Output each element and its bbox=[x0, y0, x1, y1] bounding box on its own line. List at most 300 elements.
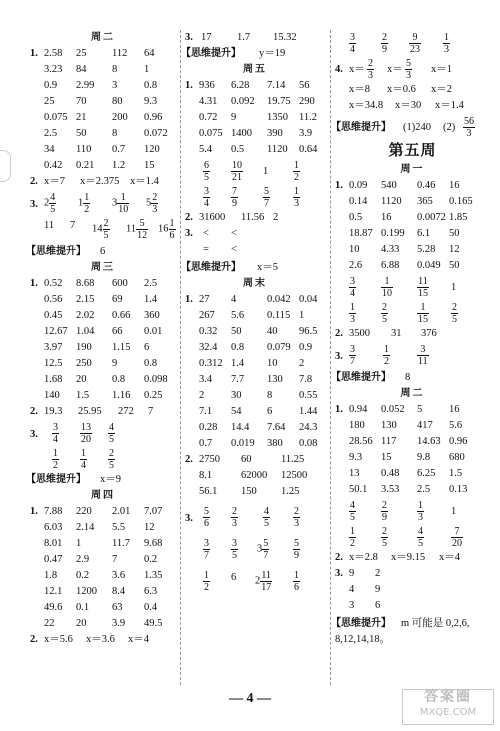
table-cell: 0.4 bbox=[144, 602, 158, 613]
table-cell: 0.72 bbox=[199, 112, 218, 123]
table-cell: 12.67 bbox=[44, 326, 68, 337]
table-cell: 2.01 bbox=[112, 506, 131, 517]
table-cell: 110 bbox=[76, 144, 92, 155]
table-cell: 80 bbox=[112, 96, 123, 107]
table-cell: 0.64 bbox=[299, 144, 318, 155]
table-cell: 0.098 bbox=[144, 374, 168, 385]
fraction: $\frac{7}{20}$ bbox=[452, 526, 462, 549]
table-cell: 9 bbox=[112, 358, 118, 369]
table-row bbox=[30, 552, 176, 568]
table-cell: 0.2 bbox=[76, 570, 90, 581]
question-number: 1. bbox=[30, 48, 38, 59]
table-cell: 0.1 bbox=[76, 602, 90, 613]
fraction: $\frac{5}{6}$ bbox=[204, 506, 209, 529]
zhou4-q1-table bbox=[30, 504, 176, 632]
fraction: 3 $\frac{1}{10}$ bbox=[112, 192, 129, 215]
table-cell: 2.02 bbox=[76, 310, 95, 321]
table-cell: 9.3 bbox=[349, 452, 363, 463]
table-cell: 130 bbox=[381, 420, 397, 431]
table-row bbox=[335, 210, 490, 226]
table-cell: 2.99 bbox=[76, 80, 95, 91]
table-cell: 50 bbox=[231, 326, 242, 337]
zhou2b-q2: 2. x＝2.8 x＝9.15 x＝4 bbox=[335, 552, 460, 563]
fraction: 14 $\frac{2}{5}$ bbox=[92, 218, 109, 241]
table-cell: 12 bbox=[144, 522, 155, 533]
table-cell: 14.63 bbox=[417, 436, 441, 447]
zhou2b-frac-row2 bbox=[335, 524, 490, 550]
fraction: $\frac{1}{2}$ bbox=[294, 160, 299, 183]
fraction: $\frac{1}{3}$ bbox=[418, 500, 423, 523]
zhou2b-q3-row3: 3 6 bbox=[349, 600, 381, 611]
table-cell: 70 bbox=[76, 96, 87, 107]
table-cell: 0.8 bbox=[231, 342, 245, 353]
table-row bbox=[185, 388, 325, 404]
table-row bbox=[185, 126, 325, 142]
table-cell: 0.8 bbox=[144, 80, 158, 91]
table-row bbox=[335, 466, 490, 482]
zhou1-q3 bbox=[335, 342, 490, 368]
fraction: $\frac{3}{5}$ bbox=[232, 538, 237, 561]
table-cell: 112 bbox=[112, 48, 128, 59]
section-title-zhou2: 周二 bbox=[91, 32, 115, 43]
table-cell: 120 bbox=[144, 144, 160, 155]
table-cell: 1.68 bbox=[44, 374, 63, 385]
table-cell: 1400 bbox=[231, 128, 252, 139]
zhou1-frac-row2 bbox=[335, 300, 490, 326]
table-row bbox=[30, 308, 176, 324]
table-row bbox=[30, 372, 176, 388]
fraction: $\frac{1}{2}$ bbox=[53, 448, 58, 471]
table-cell: 0.45 bbox=[44, 310, 63, 321]
zhou3-q3-row2 bbox=[30, 446, 176, 472]
table-cell: 14.4 bbox=[231, 422, 250, 433]
fraction: $\frac{10}{21}$ bbox=[232, 160, 242, 183]
table-cell: 1120 bbox=[381, 196, 402, 207]
table-cell: 34 bbox=[44, 144, 55, 155]
answer-value: 25.95 bbox=[78, 406, 102, 417]
table-row bbox=[185, 420, 325, 436]
table-cell: 0.14 bbox=[349, 196, 368, 207]
table-cell: 16 bbox=[449, 180, 460, 191]
fraction: $\frac{1}{3}$ bbox=[444, 32, 449, 55]
table-cell: 0.25 bbox=[144, 390, 163, 401]
table-cell: 19.75 bbox=[267, 96, 291, 107]
table-row bbox=[30, 600, 176, 616]
table-cell: 8.68 bbox=[76, 278, 95, 289]
fraction: $\frac{4}{5}$ bbox=[264, 506, 269, 529]
table-cell: 190 bbox=[76, 342, 92, 353]
table-cell: 15 bbox=[381, 452, 392, 463]
table-cell: 0.96 bbox=[144, 112, 163, 123]
table-cell: 0.01 bbox=[144, 326, 163, 337]
table-cell: 0.94 bbox=[349, 404, 368, 415]
fraction: $\frac{5}{7}$ bbox=[264, 186, 269, 209]
table-cell: 25 bbox=[44, 96, 55, 107]
col3-q4-row2: x＝8 x＝0.6 x＝2 bbox=[349, 84, 452, 95]
table-row bbox=[185, 78, 325, 94]
fraction: $\frac{13}{20}$ bbox=[81, 422, 91, 445]
fraction: $\frac{3}{11}$ bbox=[418, 344, 428, 367]
table-cell: 9 bbox=[231, 112, 237, 123]
zhou5-q3-row2: = < bbox=[203, 244, 237, 255]
table-cell: 0.042 bbox=[267, 294, 291, 305]
table-row bbox=[335, 226, 490, 242]
fraction: $\frac{3}{4}$ bbox=[350, 276, 355, 299]
table-cell: 32.4 bbox=[199, 342, 218, 353]
table-row bbox=[30, 158, 176, 174]
table-row bbox=[30, 78, 176, 94]
table-cell: 1 bbox=[144, 64, 150, 75]
think-box-7-cont: 8,12,14,18。 bbox=[335, 634, 391, 645]
table-cell: 1.4 bbox=[144, 294, 158, 305]
table-cell: 1200 bbox=[76, 586, 97, 597]
table-cell: 18.87 bbox=[349, 228, 373, 239]
table-cell: 3.53 bbox=[381, 484, 400, 495]
table-cell: 50 bbox=[449, 260, 460, 271]
table-row bbox=[185, 324, 325, 340]
table-cell: 50 bbox=[449, 228, 460, 239]
table-row bbox=[30, 568, 176, 584]
table-cell: 0.46 bbox=[417, 180, 436, 191]
table-cell: 0.312 bbox=[199, 358, 223, 369]
table-cell: 54 bbox=[231, 406, 242, 417]
fraction: 6 bbox=[231, 572, 237, 583]
table-row bbox=[30, 62, 176, 78]
table-row bbox=[185, 356, 325, 372]
fraction: 11 bbox=[44, 220, 55, 231]
table-row bbox=[30, 324, 176, 340]
section-title-zhoumo: 周末 bbox=[243, 278, 267, 289]
table-cell: 0.092 bbox=[231, 96, 255, 107]
table-cell: 0.13 bbox=[449, 484, 468, 495]
table-cell: 180 bbox=[349, 420, 365, 431]
col3-top-frac-row bbox=[335, 30, 490, 56]
think-box-6: 【思维提升】 8 bbox=[331, 372, 411, 383]
table-cell: 1.04 bbox=[76, 326, 95, 337]
table-cell: 365 bbox=[417, 196, 433, 207]
table-cell: 11.7 bbox=[112, 538, 130, 549]
table-cell: 390 bbox=[267, 128, 283, 139]
table-cell: 2.9 bbox=[76, 554, 90, 565]
fraction: $\frac{1}{15}$ bbox=[418, 302, 428, 325]
table-cell: 0.115 bbox=[267, 310, 291, 321]
table-cell: 5.6 bbox=[449, 420, 463, 431]
table-cell: 8 bbox=[112, 64, 118, 75]
table-cell: 0.96 bbox=[449, 436, 468, 447]
fraction: $\frac{56}{3}$ bbox=[464, 116, 474, 139]
fraction: $\frac{3}{7}$ bbox=[204, 538, 209, 561]
table-cell: 49.6 bbox=[44, 602, 63, 613]
table-row bbox=[185, 94, 325, 110]
table-cell: 2.5 bbox=[417, 484, 431, 495]
table-cell: 0.47 bbox=[44, 554, 63, 565]
table-cell: 7.07 bbox=[144, 506, 163, 517]
fraction: $\frac{1}{4}$ bbox=[81, 448, 86, 471]
zhou2b-q3-row1: 3. 9 2 bbox=[335, 568, 381, 579]
table-cell: 7.64 bbox=[267, 422, 286, 433]
fraction: 1 bbox=[451, 506, 457, 517]
column-1 bbox=[26, 30, 176, 648]
table-cell: 8.01 bbox=[44, 538, 63, 549]
fraction: $\frac{3}{4}$ bbox=[53, 422, 58, 445]
table-cell: 12.5 bbox=[44, 358, 63, 369]
fraction: $\frac{3}{7}$ bbox=[350, 344, 355, 367]
fraction: $\frac{6}{5}$ bbox=[204, 160, 209, 183]
table-cell: 16 bbox=[449, 404, 460, 415]
think-box-1: 【思维提升】 6 bbox=[26, 246, 106, 257]
zhoumo-q1-table bbox=[185, 292, 325, 452]
table-cell: 200 bbox=[112, 112, 128, 123]
table-cell: 56 bbox=[299, 80, 310, 91]
table-cell: 24.3 bbox=[299, 422, 318, 433]
zhou2b-q1-table bbox=[335, 402, 490, 498]
table-cell: 20 bbox=[76, 618, 87, 629]
table-cell: 4 bbox=[231, 294, 237, 305]
table-cell: 10 bbox=[267, 358, 278, 369]
question-number: 1. bbox=[185, 294, 193, 305]
table-cell: 0.199 bbox=[381, 228, 405, 239]
table-cell: 3.23 bbox=[44, 64, 63, 75]
table-cell: 130 bbox=[267, 374, 283, 385]
fraction: $\frac{2}{5}$ bbox=[452, 302, 457, 325]
table-cell: 66 bbox=[112, 326, 123, 337]
table-row bbox=[30, 536, 176, 552]
table-cell: 50.1 bbox=[349, 484, 368, 495]
fraction: $\frac{1}{3}$ bbox=[294, 186, 299, 209]
table-cell: 0.66 bbox=[112, 310, 131, 321]
table-cell: 0.09 bbox=[349, 180, 368, 191]
table-cell: 267 bbox=[199, 310, 215, 321]
table-cell: 1.2 bbox=[112, 160, 126, 171]
table-cell: 0.9 bbox=[44, 80, 58, 91]
table-cell: 3.9 bbox=[299, 128, 313, 139]
fraction: $\frac{1}{2}$ bbox=[204, 570, 209, 593]
table-cell: 10 bbox=[349, 244, 360, 255]
table-cell: 0.165 bbox=[449, 196, 473, 207]
table-cell: 5.6 bbox=[231, 310, 245, 321]
table-cell: 4.31 bbox=[199, 96, 218, 107]
table-row bbox=[30, 292, 176, 308]
zhou5-frac-row1 bbox=[185, 158, 325, 184]
table-row bbox=[30, 616, 176, 632]
table-cell: 16 bbox=[381, 212, 392, 223]
fraction: 1 bbox=[263, 166, 269, 177]
fraction: 2 $\frac{4}{5}$ bbox=[44, 192, 56, 215]
table-cell: 0.075 bbox=[44, 112, 68, 123]
table-cell: 9.8 bbox=[417, 452, 431, 463]
table-cell: 680 bbox=[449, 452, 465, 463]
section-title-zhou4: 周四 bbox=[91, 490, 115, 501]
fraction: 16 $\frac{1}{6}$ bbox=[158, 218, 175, 241]
table-cell: 360 bbox=[144, 310, 160, 321]
table-cell: 11.2 bbox=[299, 112, 317, 123]
table-row bbox=[30, 520, 176, 536]
question-number: 1. bbox=[30, 278, 38, 289]
table-cell: 0.075 bbox=[199, 128, 223, 139]
table-cell: 6 bbox=[144, 342, 150, 353]
fraction: $\frac{2}{3}$ bbox=[368, 58, 373, 81]
fraction: $\frac{9}{23}$ bbox=[410, 32, 420, 55]
table-cell: 64 bbox=[144, 48, 155, 59]
table-cell: 25 bbox=[76, 48, 87, 59]
zhou2-q3-row2 bbox=[30, 216, 176, 242]
table-cell: 9.68 bbox=[144, 538, 163, 549]
zhou1-q2: 2. 3500 31 376 bbox=[335, 328, 437, 339]
table-cell: 1.5 bbox=[76, 390, 90, 401]
table-cell: 6.1 bbox=[417, 228, 431, 239]
fraction: $\frac{2}{3}$ bbox=[294, 506, 299, 529]
table-cell: 84 bbox=[76, 64, 87, 75]
section-title-zhou5: 周五 bbox=[243, 64, 267, 75]
table-cell: 15 bbox=[144, 160, 155, 171]
table-row bbox=[30, 142, 176, 158]
table-row bbox=[335, 194, 490, 210]
zhoumo-q3-row3 bbox=[185, 568, 325, 594]
zhou4-q2: 2. x＝5.6 x＝3.6 x＝4 bbox=[30, 634, 149, 645]
table-cell: 22 bbox=[44, 618, 55, 629]
table-row bbox=[30, 110, 176, 126]
question-number: 1. bbox=[185, 80, 193, 91]
table-cell: 5.5 bbox=[112, 522, 126, 533]
table-cell: 12 bbox=[449, 244, 460, 255]
zhoumo-q2-row2: 8.1 62000 12500 bbox=[199, 470, 308, 481]
table-row bbox=[335, 402, 490, 418]
question-number: 3. bbox=[335, 351, 343, 362]
zhou2-q3-row1 bbox=[30, 190, 176, 216]
zhou5-frac-row2 bbox=[185, 184, 325, 210]
section-title-zhou3: 周三 bbox=[91, 262, 115, 273]
table-cell: 0.28 bbox=[199, 422, 218, 433]
table-cell: 7.1 bbox=[199, 406, 213, 417]
table-cell: 9.3 bbox=[144, 96, 158, 107]
table-cell: 117 bbox=[381, 436, 397, 447]
answer-value: 7 bbox=[148, 406, 154, 417]
table-cell: 0.5 bbox=[349, 212, 363, 223]
table-row bbox=[185, 142, 325, 158]
fraction: $\frac{4}{5}$ bbox=[109, 422, 114, 445]
table-cell: 0.55 bbox=[299, 390, 318, 401]
table-cell: 2 bbox=[299, 358, 305, 369]
fraction: $\frac{4}{5}$ bbox=[350, 500, 355, 523]
table-cell: 0.8 bbox=[144, 358, 158, 369]
zhoumo-q3-row1 bbox=[185, 504, 325, 530]
table-cell: 28.56 bbox=[349, 436, 373, 447]
fraction: $\frac{7}{9}$ bbox=[232, 186, 237, 209]
col2-top-q3: 3. 17 1.7 15.32 bbox=[185, 32, 297, 43]
zhou3-q3-row1 bbox=[30, 420, 176, 446]
table-cell: 220 bbox=[76, 506, 92, 517]
question-number: 3. bbox=[30, 199, 38, 210]
table-cell: 1.35 bbox=[144, 570, 163, 581]
column-divider-1 bbox=[180, 30, 181, 685]
table-cell: 8 bbox=[267, 390, 273, 401]
question-number: 3. bbox=[30, 429, 38, 440]
table-cell: 40 bbox=[267, 326, 278, 337]
table-cell: 1120 bbox=[267, 144, 288, 155]
table-cell: 1 bbox=[76, 538, 82, 549]
table-row bbox=[185, 372, 325, 388]
table-cell: 49.5 bbox=[144, 618, 163, 629]
table-row bbox=[30, 94, 176, 110]
table-cell: 69 bbox=[112, 294, 123, 305]
table-cell: 0.52 bbox=[44, 278, 63, 289]
table-cell: 1.44 bbox=[299, 406, 318, 417]
table-row bbox=[185, 340, 325, 356]
table-row bbox=[335, 418, 490, 434]
fraction: $\frac{1}{10}$ bbox=[382, 276, 392, 299]
table-cell: 1.15 bbox=[112, 342, 131, 353]
table-cell: 2.58 bbox=[44, 48, 63, 59]
fraction: $\frac{1}{6}$ bbox=[294, 570, 299, 593]
col3-q4-row3: x＝34.8 x＝30 x＝1.4 bbox=[349, 100, 464, 111]
table-cell: 21 bbox=[76, 112, 87, 123]
table-cell: 7.88 bbox=[44, 506, 63, 517]
table-cell: 5.28 bbox=[417, 244, 436, 255]
table-cell: 0.32 bbox=[199, 326, 218, 337]
watermark-logo: 答案圈 MXQE.COM bbox=[402, 689, 494, 725]
table-cell: 6.3 bbox=[144, 586, 158, 597]
table-row bbox=[30, 388, 176, 404]
table-cell: 0.04 bbox=[299, 294, 318, 305]
table-cell: 0.9 bbox=[299, 342, 313, 353]
table-cell: 2 bbox=[199, 390, 205, 401]
table-cell: 540 bbox=[381, 180, 397, 191]
zhou5-q3-row1: 3. < < bbox=[185, 228, 237, 239]
table-cell: 0.049 bbox=[417, 260, 441, 271]
table-cell: 0.08 bbox=[299, 438, 318, 449]
table-cell: 1 bbox=[299, 310, 305, 321]
section-title-zhou2b: 周二 bbox=[400, 388, 425, 399]
zhou2-q1-table bbox=[30, 46, 176, 174]
table-cell: 5.4 bbox=[199, 144, 213, 155]
fraction: $\frac{1}{2}$ bbox=[384, 344, 389, 367]
table-row bbox=[185, 308, 325, 324]
fraction: 1 bbox=[451, 282, 457, 293]
table-cell: 5 bbox=[417, 404, 423, 415]
table-cell: 0.8 bbox=[112, 374, 126, 385]
table-cell: 3.9 bbox=[112, 618, 126, 629]
zhou1-q1-table bbox=[335, 178, 490, 274]
table-cell: 2.5 bbox=[44, 128, 58, 139]
table-cell: 3 bbox=[112, 80, 118, 91]
answer-value: 19.3 bbox=[44, 406, 63, 417]
table-cell: 96.5 bbox=[299, 326, 318, 337]
table-cell: 1.85 bbox=[449, 212, 468, 223]
fraction: $\frac{1}{3}$ bbox=[350, 302, 355, 325]
think-box-2: 【思维提升】 x＝9 bbox=[26, 474, 121, 485]
table-cell: 0.079 bbox=[267, 342, 291, 353]
table-row bbox=[185, 110, 325, 126]
table-cell: 1.4 bbox=[231, 358, 245, 369]
table-row bbox=[30, 356, 176, 372]
column-2 bbox=[181, 30, 325, 594]
table-cell: 2.14 bbox=[76, 522, 95, 533]
table-row bbox=[335, 242, 490, 258]
table-cell: 8 bbox=[112, 128, 118, 139]
table-cell: 7.7 bbox=[231, 374, 245, 385]
page-number: — 4 — bbox=[229, 691, 271, 706]
table-cell: 50 bbox=[76, 128, 87, 139]
fraction: $\frac{2}{9}$ bbox=[382, 500, 387, 523]
zhou3-q2: 2. 19.3 25.95 272 7 bbox=[30, 404, 176, 420]
table-row bbox=[335, 178, 490, 194]
fraction: $\frac{4}{5}$ bbox=[418, 526, 423, 549]
table-cell: 0.42 bbox=[44, 160, 63, 171]
table-cell: 6.28 bbox=[231, 80, 250, 91]
table-cell: 250 bbox=[76, 358, 92, 369]
table-cell: 290 bbox=[299, 96, 315, 107]
table-cell: 13 bbox=[349, 468, 360, 479]
